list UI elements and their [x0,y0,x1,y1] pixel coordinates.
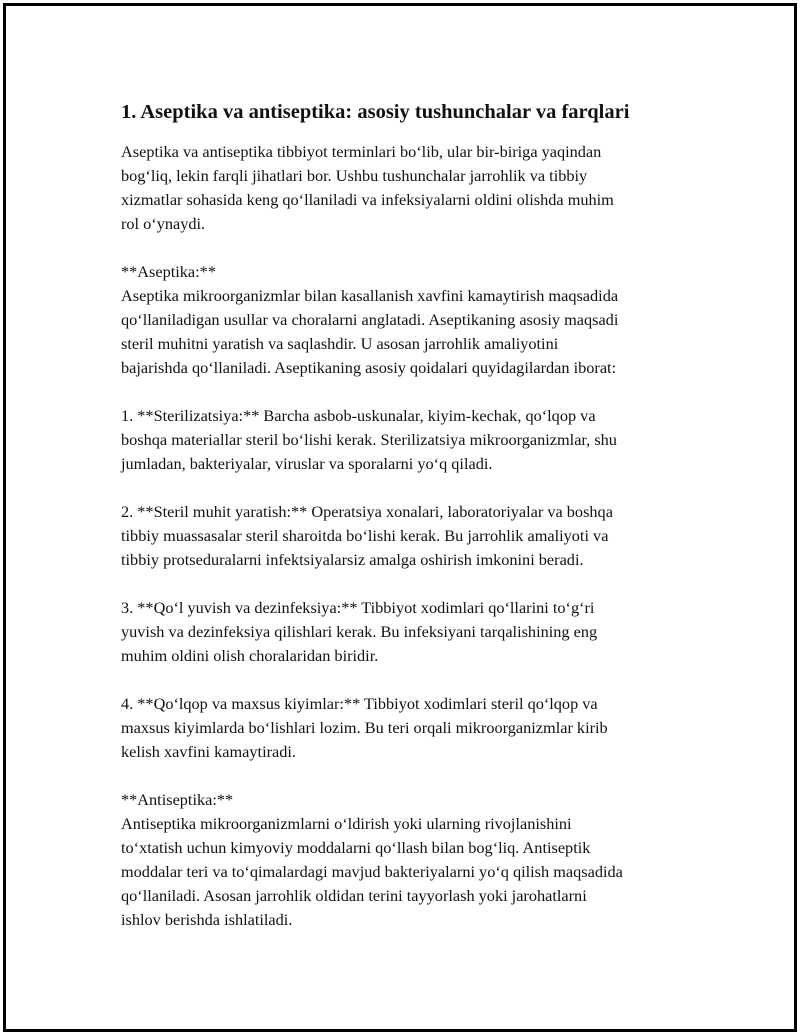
list-item-4 [121,692,701,764]
page-frame [3,3,797,1032]
subheading-antiseptika: **Antiseptika:** [121,790,234,809]
subheading-aseptika: **Aseptika:** [121,262,216,281]
list-item-2 [121,500,701,572]
text-line: tibbiy muassasalar steril sharoitda bo‘lishi kerak. Bu jarrohlik amaliyoti va [121,526,609,545]
text-line: bog‘liq, lekin farqli jihatlari bor. Ushbu tushunchalar jarrohlik va tibbiy [121,166,588,185]
text-line: Aseptika va antiseptika tibbiyot terminlari bo‘lib, ular bir-biriga yaqindan [121,142,602,161]
text-line: 2. **Steril muhit yaratish:** Operatsiya xonalari, laboratoriyalar va boshqa [121,502,613,521]
text-line: yuvish va dezinfeksiya qilishlari kerak. Bu infeksiyani tarqalishining eng [121,622,598,641]
section-title: 1. Aseptika va antiseptika: asosiy tushunchalar va farqlari [121,101,630,123]
text-line: qo‘llaniladi. Asosan jarrohlik oldidan terini tayyorlash yoki jarohatlarni [121,886,587,905]
text-line: maxsus kiyimlarda bo‘lishlari lozim. Bu teri orqali mikroorganizmlar kirib [121,718,608,737]
text-line: jumladan, bakteriyalar, viruslar va sporalarni yo‘q qiladi. [121,454,493,473]
text-line: ishlov berishda ishlatiladi. [121,910,293,929]
text-line: xizmatlar sohasida keng qo‘llaniladi va infeksiyalarni oldini olishda muhim [121,190,614,209]
text-line: 1. **Sterilizatsiya:** Barcha asbob-uskunalar, kiyim-kechak, qo‘lqop va [121,406,596,425]
list-item-3 [121,596,701,668]
document-content [121,98,701,956]
text-line: tibbiy protseduralarni infektsiyalarsiz amalga oshirish imkonini beradi. [121,550,584,569]
text-line: to‘xtatish uchun kimyoviy moddalarni qo‘llash bilan bog‘liq. Antiseptik [121,838,591,857]
text-line: 3. **Qo‘l yuvish va dezinfeksiya:** Tibbiyot xodimlari qo‘llarini to‘g‘ri [121,598,595,617]
paragraph-intro [121,140,701,236]
text-line: steril muhitni yaratish va saqlashdir. U asosan jarrohlik amaliyotini [121,334,559,353]
text-line: rol o‘ynaydi. [121,214,206,233]
text-line: bajarishda qo‘llaniladi. Aseptikaning asosiy qoidalari quyidagilardan iborat: [121,358,617,377]
paragraph-antiseptika [121,788,701,932]
text-line: kelish xavfini kamaytiradi. [121,742,296,761]
text-line: qo‘llaniladigan usullar va choralarni anglatadi. Aseptikaning asosiy maqsadi [121,310,619,329]
paragraph-aseptika [121,260,701,380]
text-line: boshqa materiallar steril bo‘lishi kerak. Sterilizatsiya mikroorganizmlar, shu [121,430,617,449]
text-line: 4. **Qo‘lqop va maxsus kiyimlar:** Tibbiyot xodimlari steril qo‘lqop va [121,694,598,713]
text-line: moddalar teri va to‘qimalardagi mavjud bakteriyalarni yo‘q qilish maqsadida [121,862,623,881]
list-item-1 [121,404,701,476]
text-line: muhim oldini olish choralaridan biridir. [121,646,379,665]
text-line: Aseptika mikroorganizmlar bilan kasallanish xavfini kamaytirish maqsadida [121,286,619,305]
text-line: Antiseptika mikroorganizmlarni o‘ldirish yoki ularning rivojlanishini [121,814,572,833]
